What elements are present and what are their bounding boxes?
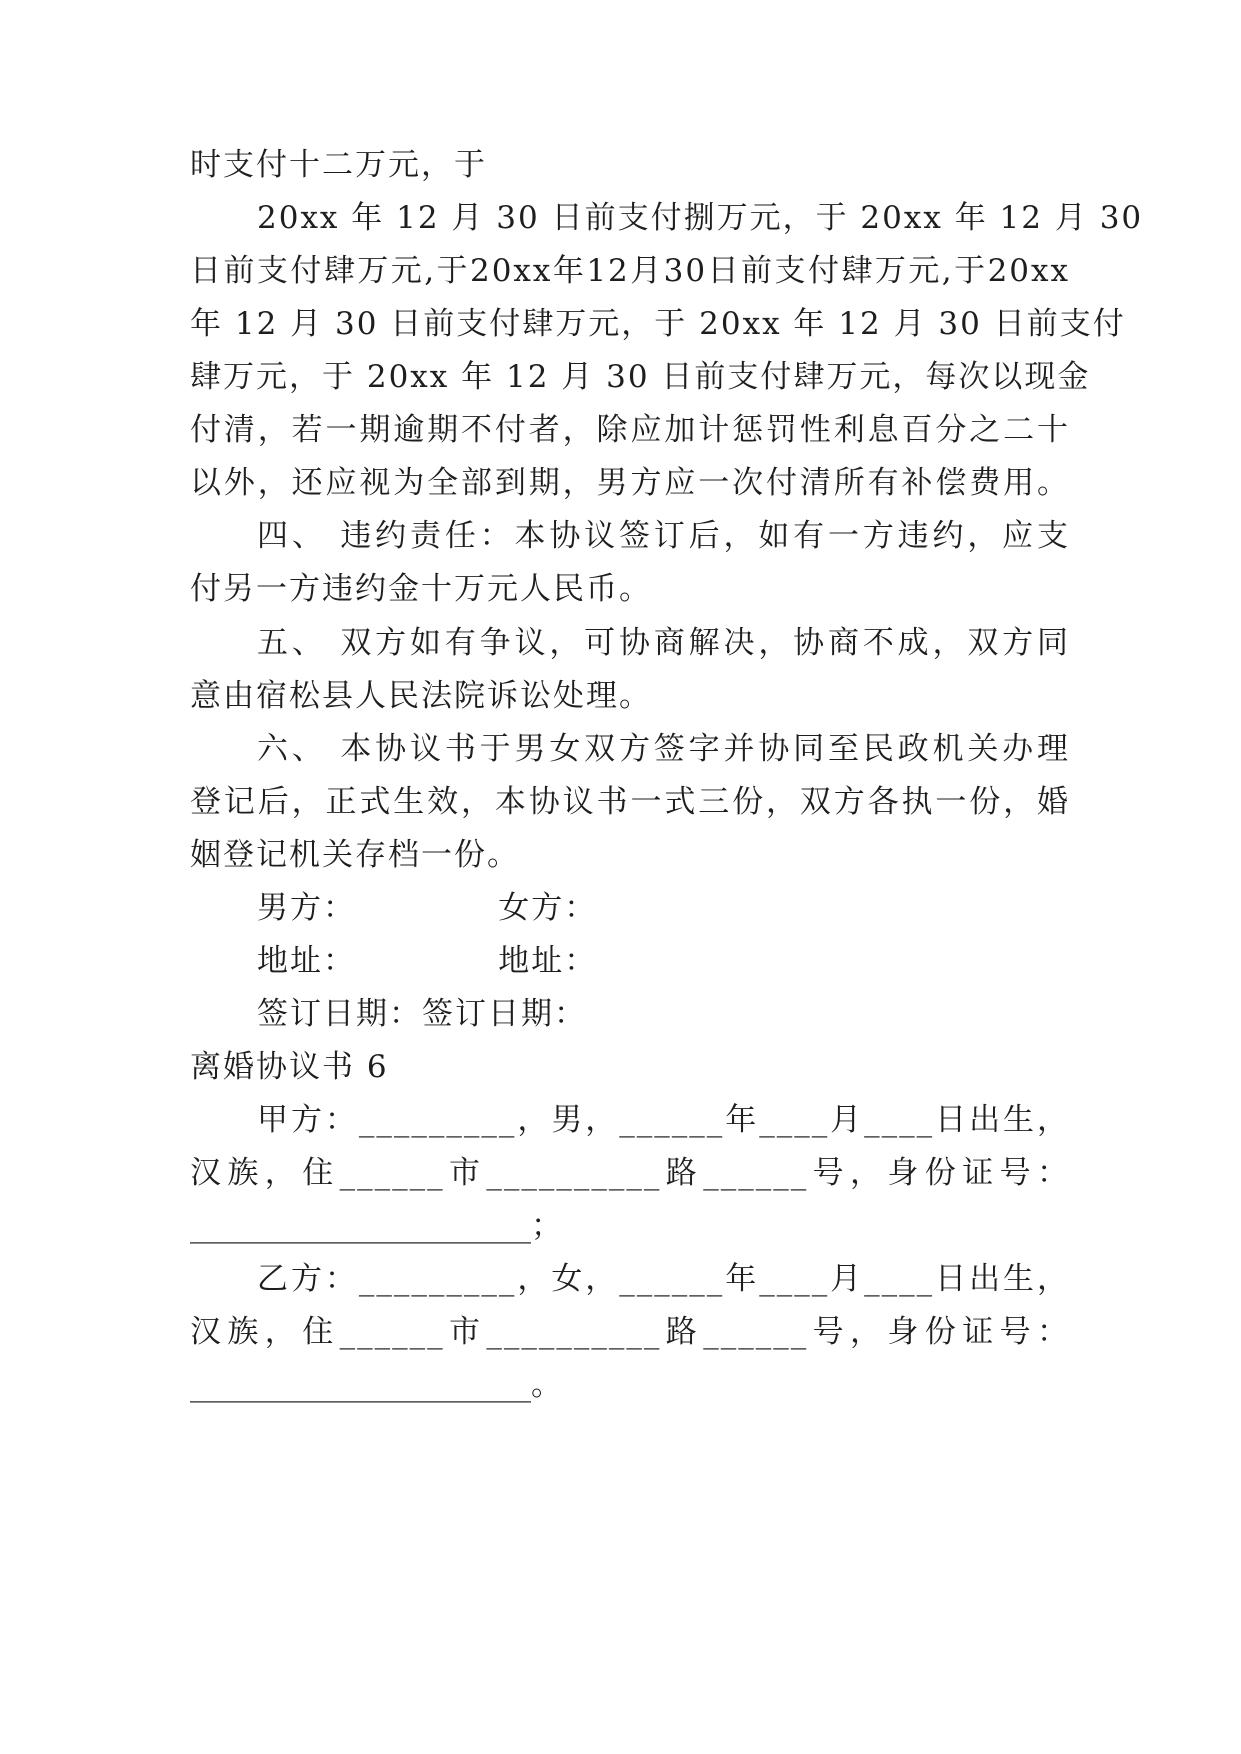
text-line-1: 时支付十二万元，于 — [190, 147, 487, 183]
text-line-5: 肆万元，于 20xx 年 12 月 30 日前支付肆万元，每次以现金 — [190, 359, 1091, 395]
clause-five-cont: 意由宿松县人民法院诉讼处理。 — [190, 678, 652, 714]
section-title: 离婚协议书 6 — [190, 1049, 389, 1085]
party-a-line-1: 甲方：_________，男，______年____月____日出生， — [257, 1102, 1070, 1138]
signature-parties: 男方： 女方： — [257, 890, 598, 926]
clause-four-cont: 付另一方违约金十万元人民币。 — [190, 571, 652, 607]
text-line-6: 付清，若一期逾期不付者，除应加计惩罚性利息百分之二十 — [190, 412, 1070, 448]
signature-address: 地址： 地址： — [257, 943, 598, 979]
party-a-line-2: 汉族，住______市__________路______号，身份证号： — [190, 1155, 1070, 1191]
clause-six-cont-1: 登记后，正式生效，本协议书一式三份，双方各执一份，婚 — [190, 784, 1070, 820]
party-b-line-1: 乙方：_________，女，______年____月____日出生， — [257, 1261, 1070, 1297]
clause-six: 六、 本协议书于男女双方签字并协同至民政机关办理 — [257, 731, 1070, 767]
clause-six-cont-2: 姻登记机关存档一份。 — [190, 837, 520, 873]
text-line-7: 以外，还应视为全部到期，男方应一次付清所有补偿费用。 — [190, 465, 1070, 501]
text-line-4: 年 12 月 30 日前支付肆万元，于 20xx 年 12 月 30 日前支付 — [190, 306, 1126, 342]
text-line-3: 日前支付肆万元,于20xx年12月30日前支付肆万元,于20xx — [190, 253, 1070, 289]
party-b-line-3: ______________________。 — [190, 1367, 562, 1403]
signature-date: 签订日期：签订日期： — [257, 996, 587, 1032]
party-b-line-2: 汉族，住______市__________路______号，身份证号： — [190, 1314, 1070, 1350]
clause-four: 四、 违约责任：本协议签订后，如有一方违约，应支 — [257, 518, 1070, 554]
party-a-line-3: ______________________； — [190, 1208, 562, 1244]
clause-five: 五、 双方如有争议，可协商解决，协商不成，双方同 — [257, 625, 1070, 661]
text-line-2: 20xx 年 12 月 30 日前支付捌万元，于 20xx 年 12 月 30 — [257, 200, 1144, 236]
